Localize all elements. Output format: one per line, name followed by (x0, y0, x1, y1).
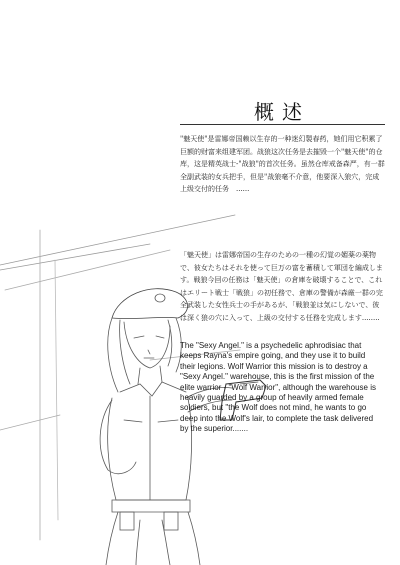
background-line (0, 244, 150, 270)
pouch (120, 512, 134, 530)
title-divider (180, 124, 385, 125)
face (124, 322, 170, 368)
belt (112, 500, 190, 512)
background-line (0, 415, 60, 430)
left-leg (106, 512, 140, 565)
pouch (164, 512, 178, 530)
japanese-paragraph: 「魅天使」は雷娜帝国の生存のための一種の幻覚の媚薬の薬物で、彼女たちはそれを使って巨万の富を蓄積して軍団を編成します。戦狼今回の任務は「魅天使」の倉庫を破壊することで、これはエリート戦士「戦狼」の初任務で、倉庫の警備が森厳一群の完全武装した女性兵士の手があるが、「戦狼並は気にしないで、彼は深く狼の穴に入って、上級の交付する任務を完成します........ (180, 251, 383, 322)
left-arm (100, 400, 136, 474)
english-paragraph: The "Sexy Angel." is a psychedelic aphrodisiac that keeps Rayna's empire going, and they use it to build their legions. Wolf Warrior this mission is to destroy a "Sexy Angel." warehouse, this is the first mission of the elite warrior - "Wolf Warrior", although the warehouse is heavily guarded by a group of heavily armed female soldiers, but "the Wolf does not mind, he wants to go deep into the Wolf's lair, to complete the task delivered by the superior....... (180, 341, 376, 434)
background-line (55, 260, 58, 520)
beret (112, 289, 188, 319)
right-leg (162, 512, 200, 565)
page-title: 概述 (254, 100, 310, 124)
beret-badge (155, 294, 165, 302)
background-line (5, 250, 170, 290)
chinese-paragraph: "魅天使"是雷娜帝国赖以生存的一种迷幻製春药，她们用它积累了巨额的财富来组建军团。战狼这次任务是去摧毁一个"魅天使"的仓库，这是精英战士-"战狼"的首次任务。虽然仓库戒备森严，有一群全副武装的女兵把手，但是"战狼毫不介意，他要深入狼穴，完成上级交付的任务 ...... (180, 135, 385, 193)
